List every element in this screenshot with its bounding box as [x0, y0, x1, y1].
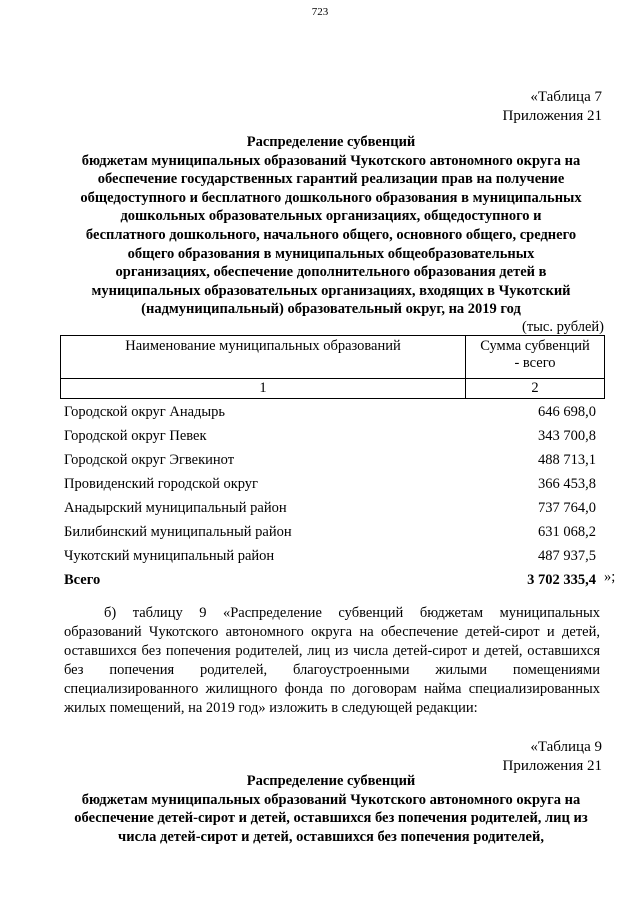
title-line: организациях, обеспечение дополнительного образования детей в — [115, 264, 547, 281]
title-line: общего образования в муниципальных общеобразовательных — [127, 245, 535, 262]
amendment-paragraph: б) таблицу 9 «Распределение субвенций бюджетам муниципальных образований Чукотского автономного округа на обеспечение детей-сирот и детей, оставшихся без попечения родителей, лиц из числа детей-сирот и детей, оставшихся без попечения родителей, благоустроенными жилыми помещениями специализированного жилищного фонда по договорам найма специализированных жилых помещений, на 2019 год» изложить в следующей редакции: — [64, 605, 600, 716]
col2-header-line2: - всего — [514, 355, 556, 371]
total-value: 3 702 335,4 — [527, 572, 596, 588]
table-row — [64, 400, 596, 424]
title-line: бесплатного дошкольного, начального общего, основного общего, среднего — [85, 226, 577, 243]
col2-header-line1: Сумма субвенций — [480, 338, 590, 354]
title-line: (надмуниципальный) образовательный округ, на 2019 год — [141, 301, 521, 318]
table-row — [64, 472, 596, 496]
appendix7-label: Приложения 21 — [502, 108, 602, 124]
municipality-name: Анадырский муниципальный район — [64, 500, 287, 516]
subvention-value: 737 764,0 — [538, 500, 596, 516]
table-row — [64, 424, 596, 448]
unit-label: (тыс. рублей) — [522, 319, 604, 335]
closing-quote: »; — [604, 569, 616, 585]
title-line: Распределение субвенций — [246, 134, 416, 150]
municipality-name: Чукотский муниципальный район — [64, 548, 275, 564]
title-line: бюджетам муниципальных образований Чукотского автономного округа на — [81, 791, 581, 808]
table-body — [64, 400, 596, 592]
col2-header — [466, 336, 605, 379]
table-row — [64, 544, 596, 568]
total-label: Всего — [64, 572, 101, 588]
table-row — [64, 448, 596, 472]
page-number: 723 — [311, 6, 329, 18]
title-line: Распределение субвенций — [246, 773, 416, 789]
title-line: числа детей-сирот и детей, оставшихся без попечения родителей, — [118, 828, 544, 845]
municipality-name: Билибинский муниципальный район — [64, 524, 292, 540]
col2-number: 2 — [466, 379, 605, 399]
title-line: обеспечение государственных гарантий реализации прав на получение — [97, 171, 565, 188]
col1-number: 1 — [61, 379, 466, 399]
municipality-name: Городской округ Анадырь — [64, 404, 226, 420]
table9-label: «Таблица 9 — [530, 739, 602, 755]
table9-caption — [503, 738, 603, 776]
title-line: общедоступного и бесплатного дошкольного образования в муниципальных — [80, 189, 582, 206]
title-line: бюджетам муниципальных образований Чукотского автономного округа на — [81, 152, 581, 169]
title-line: обеспечение детей-сирот и детей, оставшихся без попечения родителей, лиц из — [74, 810, 588, 827]
title-line: дошкольных образовательных организациях, общедоступного и — [120, 208, 542, 225]
table-row — [64, 496, 596, 520]
col1-header: Наименование муниципальных образований — [61, 336, 466, 379]
subvention-value: 487 937,5 — [538, 548, 596, 564]
municipality-name: Городской округ Эгвекинот — [64, 452, 235, 468]
table7-label: «Таблица 7 — [530, 89, 602, 105]
subvention-value: 646 698,0 — [538, 404, 596, 420]
municipality-name: Городской округ Певек — [64, 428, 207, 444]
table7-caption — [503, 88, 603, 126]
table-header — [60, 335, 605, 399]
subvention-value: 488 713,1 — [538, 452, 596, 468]
subvention-value: 343 700,8 — [538, 428, 596, 444]
subvention-value: 366 453,8 — [538, 476, 596, 492]
municipality-name: Провиденский городской округ — [64, 476, 259, 492]
total-row — [64, 568, 596, 592]
appendix9-label: Приложения 21 — [502, 758, 602, 774]
title-line: муниципальных образовательных организациях, входящих в Чукотский — [91, 282, 571, 299]
subvention-value: 631 068,2 — [538, 524, 596, 540]
table7-title — [56, 133, 606, 319]
table9-title — [56, 772, 606, 846]
table-row — [64, 520, 596, 544]
